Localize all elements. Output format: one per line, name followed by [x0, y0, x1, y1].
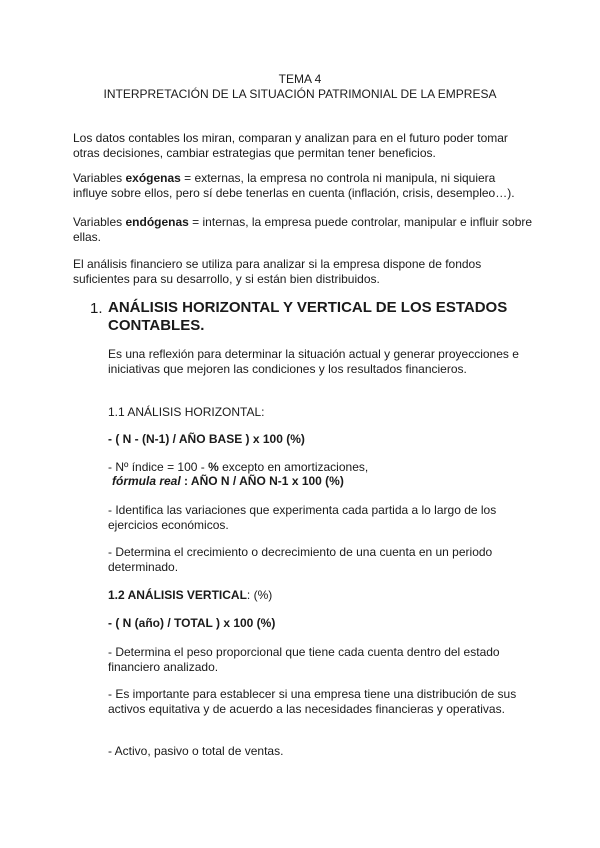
section-number: 1.: [90, 300, 103, 317]
bullet-distribution: - Es importante para establecer si una empresa tiene una distribución de sus activos equitativa y de acuerdo a las necesidades financieras y operativas.: [108, 687, 517, 716]
bullet-weight: - Determina el peso proporcional que tiene cada cuenta dentro del estado financiero analizado.: [108, 645, 500, 674]
bullet-growth: - Determina el crecimiento o decrecimiento de una cuenta en un periodo determinado.: [108, 545, 493, 574]
subheading-vertical: 1.2 ANÁLISIS VERTICAL: (%): [108, 588, 273, 602]
bullet-assets: - Activo, pasivo o total de ventas.: [108, 744, 284, 758]
section-heading: ANÁLISIS HORIZONTAL Y VERTICAL DE LOS ESTADOS CONTABLES.: [108, 299, 508, 334]
document-title: INTERPRETACIÓN DE LA SITUACIÓN PATRIMONIAL DE LA EMPRESA: [103, 87, 497, 101]
financial-analysis-paragraph: El análisis financiero se utiliza para analizar si la empresa dispone de fondos suficientes para su desarrollo, y si están bien distribuidos.: [73, 257, 482, 286]
exogenous-paragraph: Variables exógenas = externas, la empresa no controla ni manipula, ni siquiera influye sobre ellos, pero sí debe tenerlas en cuenta (inflación, crisis, desempleo…).: [73, 171, 515, 200]
topic-number: TEMA 4: [278, 72, 322, 86]
intro-paragraph: Los datos contables los miran, comparan y analizan para en el futuro poder tomar otras decisiones, cambiar estrategias que permitan tener beneficios.: [73, 131, 508, 160]
formula-horizontal: - ( N - (N-1) / AÑO BASE ) x 100 (%): [108, 432, 305, 446]
index-line: - Nº índice = 100 - % excepto en amortizaciones,: [108, 460, 369, 474]
bullet-variations: - Identifica las variaciones que experimenta cada partida a lo largo de los ejercicios económicos.: [108, 503, 497, 532]
endogenous-term: endógenas: [125, 215, 189, 229]
subheading-horizontal: 1.1 ANÁLISIS HORIZONTAL:: [108, 405, 265, 419]
formula-vertical: - ( N (año) / TOTAL ) x 100 (%): [108, 616, 276, 630]
real-formula-line: fórmula real : AÑO N / AÑO N-1 x 100 (%): [112, 474, 344, 488]
section-intro: Es una reflexión para determinar la situación actual y generar proyecciones e iniciativas que mejoren las condiciones y los resultados financieros.: [108, 347, 519, 376]
endogenous-paragraph: Variables endógenas = internas, la empresa puede controlar, manipular e influir sobre ellas.: [73, 215, 533, 244]
exogenous-term: exógenas: [125, 171, 181, 185]
